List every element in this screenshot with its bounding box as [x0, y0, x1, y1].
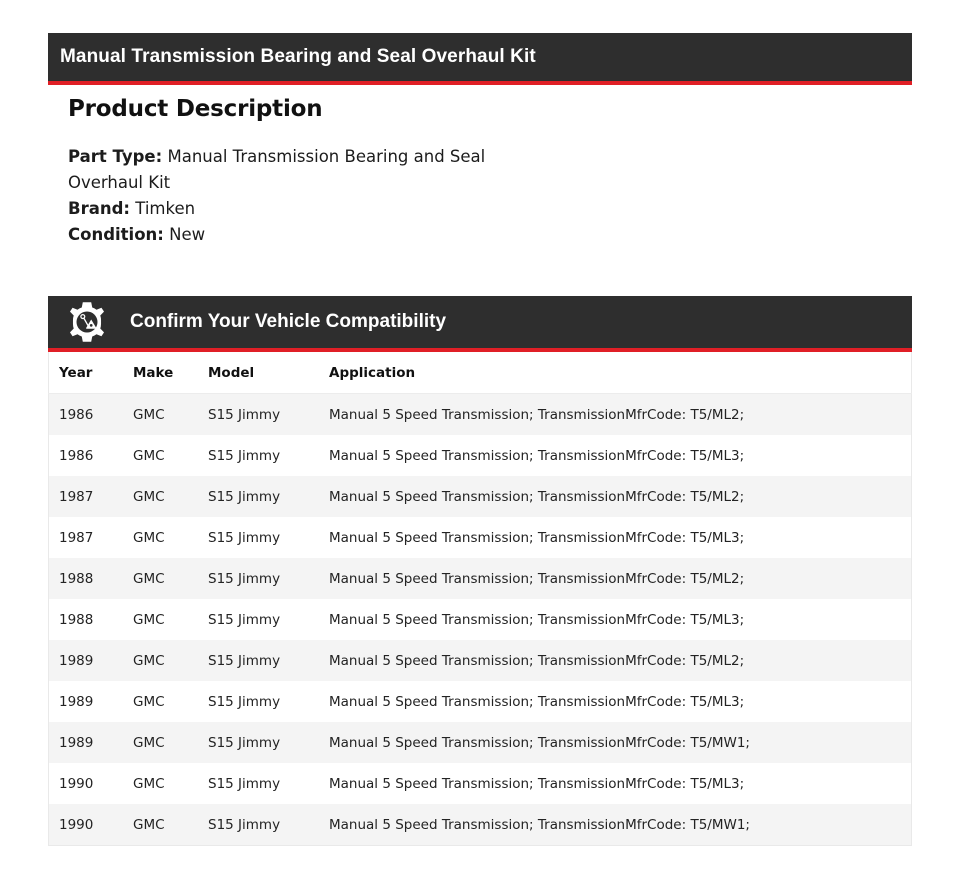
attribute-value-brand: Timken [135, 199, 196, 218]
attribute-label-brand: Brand: [68, 199, 131, 218]
table-row [49, 517, 912, 558]
cell-model: S15 Jimmy [208, 804, 329, 846]
cell-model: S15 Jimmy [208, 558, 329, 599]
cell-model: S15 Jimmy [208, 640, 329, 681]
vehicle-compatibility-header [48, 296, 912, 352]
table-header-row [49, 352, 912, 394]
cell-model: S15 Jimmy [208, 476, 329, 517]
table-row [49, 763, 912, 804]
table-row [49, 804, 912, 846]
cell-year: 1988 [49, 558, 134, 599]
cell-model: S15 Jimmy [208, 599, 329, 640]
attribute-value-part-type: Manual Transmission Bearing and Seal Overhaul Kit [68, 147, 486, 192]
cell-application: Manual 5 Speed Transmission; TransmissionMfrCode: T5/ML2; [329, 558, 912, 599]
cell-make: GMC [133, 804, 208, 846]
cell-make: GMC [133, 722, 208, 763]
cell-model: S15 Jimmy [208, 681, 329, 722]
cell-year: 1987 [49, 517, 134, 558]
cell-year: 1990 [49, 763, 134, 804]
table-row [49, 476, 912, 517]
table-row [49, 435, 912, 476]
product-description-section [68, 96, 498, 248]
cell-year: 1987 [49, 476, 134, 517]
cell-model: S15 Jimmy [208, 435, 329, 476]
table-row [49, 722, 912, 763]
cell-make: GMC [133, 681, 208, 722]
cell-make: GMC [133, 599, 208, 640]
cell-model: S15 Jimmy [208, 763, 329, 804]
cell-year: 1989 [49, 722, 134, 763]
table-row [49, 640, 912, 681]
table-row [49, 558, 912, 599]
table-row [49, 394, 912, 436]
cell-make: GMC [133, 763, 208, 804]
cell-application: Manual 5 Speed Transmission; TransmissionMfrCode: T5/ML3; [329, 681, 912, 722]
product-title-banner [48, 33, 912, 85]
cell-application: Manual 5 Speed Transmission; TransmissionMfrCode: T5/ML2; [329, 394, 912, 436]
cell-application: Manual 5 Speed Transmission; TransmissionMfrCode: T5/ML3; [329, 435, 912, 476]
vehicle-compatibility-table [48, 352, 912, 846]
table-body [49, 394, 912, 846]
cell-year: 1986 [49, 435, 134, 476]
gear-wrench-icon [66, 301, 108, 343]
attribute-value-condition: New [169, 225, 206, 244]
cell-year: 1986 [49, 394, 134, 436]
cell-make: GMC [133, 435, 208, 476]
table-row [49, 681, 912, 722]
cell-application: Manual 5 Speed Transmission; TransmissionMfrCode: T5/ML2; [329, 476, 912, 517]
product-attribute-part-type [68, 144, 498, 196]
cell-year: 1989 [49, 640, 134, 681]
cell-application: Manual 5 Speed Transmission; TransmissionMfrCode: T5/ML3; [329, 599, 912, 640]
cell-make: GMC [133, 476, 208, 517]
cell-application: Manual 5 Speed Transmission; TransmissionMfrCode: T5/MW1; [329, 722, 912, 763]
column-header-year[interactable]: Year [49, 352, 134, 394]
cell-model: S15 Jimmy [208, 722, 329, 763]
cell-application: Manual 5 Speed Transmission; TransmissionMfrCode: T5/ML3; [329, 763, 912, 804]
cell-year: 1990 [49, 804, 134, 846]
product-attribute-brand [68, 196, 498, 222]
cell-make: GMC [133, 640, 208, 681]
cell-make: GMC [133, 517, 208, 558]
column-header-make[interactable]: Make [133, 352, 208, 394]
product-attribute-condition [68, 222, 498, 248]
cell-model: S15 Jimmy [208, 517, 329, 558]
attribute-label-condition: Condition: [68, 225, 164, 244]
cell-year: 1989 [49, 681, 134, 722]
table-row [49, 599, 912, 640]
column-header-model[interactable]: Model [208, 352, 329, 394]
cell-application: Manual 5 Speed Transmission; TransmissionMfrCode: T5/ML2; [329, 640, 912, 681]
product-attribute-list [68, 144, 498, 248]
vehicle-compatibility-title: Confirm Your Vehicle Compatibility [130, 311, 447, 332]
column-header-application[interactable]: Application [329, 352, 912, 394]
product-description-heading: Product Description [68, 96, 323, 122]
cell-make: GMC [133, 394, 208, 436]
cell-application: Manual 5 Speed Transmission; TransmissionMfrCode: T5/MW1; [329, 804, 912, 846]
table-header [49, 352, 912, 394]
attribute-label-part-type: Part Type: [68, 147, 163, 166]
product-title: Manual Transmission Bearing and Seal Overhaul Kit [60, 46, 536, 67]
vehicle-compatibility-card [48, 296, 912, 846]
cell-year: 1988 [49, 599, 134, 640]
cell-application: Manual 5 Speed Transmission; TransmissionMfrCode: T5/ML3; [329, 517, 912, 558]
cell-model: S15 Jimmy [208, 394, 329, 436]
cell-make: GMC [133, 558, 208, 599]
